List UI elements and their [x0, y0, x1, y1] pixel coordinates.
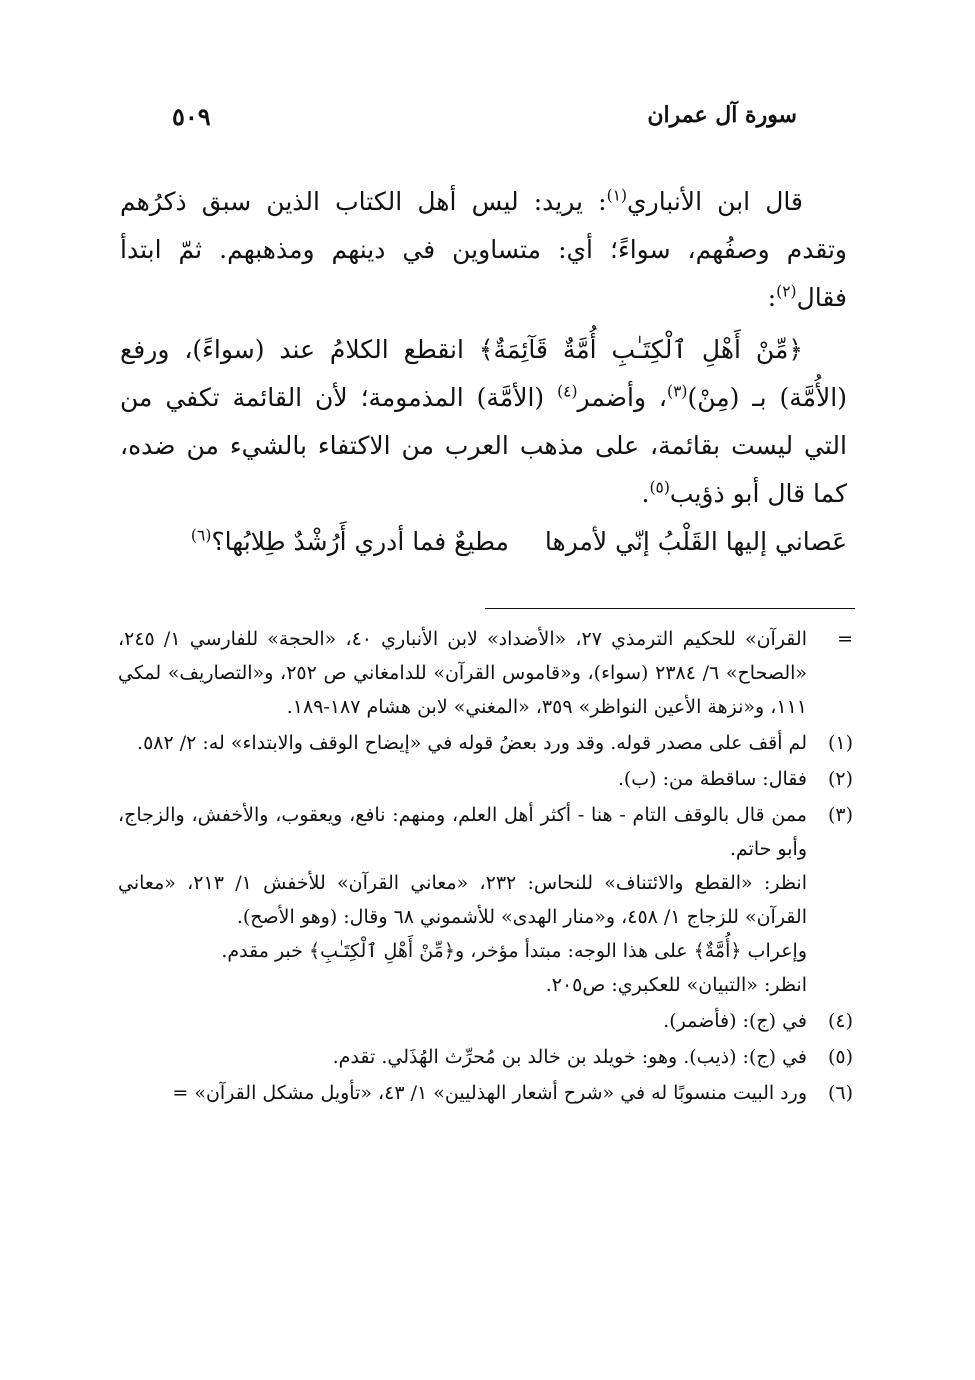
footnote-text: لم أقف على مصدر قوله. وقد ورد بعضُ قوله في «إيضاح الوقف والابتداء» له: ٢/ ٥٨٢.: [137, 732, 807, 754]
verse-hemistich-2: مطيعٌ فما أدري أَرُشْدٌ طِلابُها؟: [211, 527, 509, 556]
footnote-text: في (ج): (فأضمر).: [663, 1010, 807, 1032]
text-run: .: [641, 479, 650, 508]
text-run: : يريد: ليس أهل الكتاب الذين سبق ذكرُهم وتقدم وصفُهم، سواءً؛ أي: متساوين في دينهم ومذهبهم. ثمّ ابتدأ فقال: [120, 187, 847, 312]
footnote-text: في (ج): (ذيب). وهو: خويلد بن خالد بن مُحرِّث الهُذَلي. تقدم.: [332, 1046, 807, 1068]
footnote-ref-5: (٥): [649, 478, 670, 497]
page-header: [160, 102, 797, 142]
footnote-number: (١): [827, 732, 853, 754]
footnote-ref-1: (١): [606, 186, 628, 205]
footnote-text: ممن قال بالوقف التام - هنا - أكثر أهل العلم، ومنهم: نافع، ويعقوب، والأخفش، والزجاج، وأبو حاتم.: [118, 804, 807, 860]
footnote-5: [118, 1040, 853, 1074]
footnote-2: [118, 762, 853, 796]
footnote-text: وإعراب ﴿أُمَّةٌ﴾ على هذا الوجه: مبتدأ مؤخر، و﴿مِّنْ أَهْلِ ٱلْكِتَـٰبِ﴾ خبر مقدم.: [221, 940, 807, 962]
footnote-number: (٢): [827, 768, 853, 790]
poetry-verse: [120, 518, 847, 566]
footnote-number: (٣): [827, 804, 853, 826]
surah-title: سورة آل عمران: [647, 102, 797, 128]
footnote-3: [118, 798, 853, 1002]
text-run: ، وأضمر: [577, 383, 668, 412]
footnote-text: انظر: «التبيان» للعكبري: ص٢٠٥.: [545, 974, 807, 996]
footnote-text: القرآن» للحكيم الترمذي ٢٧، «الأضداد» لابن الأنباري ٤٠، «الحجة» للفارسي ١/ ٢٤٥، «الصحاح» ٦/ ٢٣٨٤ (سواء)، و«قاموس القرآن» للدامغاني ص ٢٥٢، و«التصاريف» لمكي ١١١، و«نزهة الأعين النواظر» ٣٥٩، «المغني» لابن هشام ١٨٧-١٨٩.: [118, 628, 808, 718]
paragraph-1: [120, 178, 847, 322]
page-number: ٥٠٩: [172, 102, 211, 131]
footnote-number: (٦): [827, 1082, 853, 1104]
footnotes: [118, 622, 853, 1112]
text-run: :: [767, 283, 777, 312]
footnote-text: ورد البيت منسوبًا له في «شرح أشعار الهذليين» ١/ ٤٣، «تأويل مشكل القرآن» =: [172, 1082, 807, 1104]
footnote-ref-3: (٣): [667, 382, 688, 401]
quran-quote-run: ﴿مِّنْ أَهْلِ ٱلْكِتَـٰبِ أُمَّةٌ قَآئِمَةٌ﴾ انقطع الكلامُ عند (سواءً)، ورفع (الأُمَّة) بـ (مِنْ): [120, 335, 848, 412]
footnote-number: (٥): [827, 1046, 853, 1068]
footnote-text: فقال: ساقطة من: (ب).: [617, 768, 807, 790]
footnote-ref-6: (٦): [190, 526, 212, 545]
text-run: (الأمَّة) المذمومة؛ لأن القائمة تكفي من التي ليست بقائمة، على مذهب العرب من الاكتفاء بالشيء من ضده، كما قال أبو ذؤيب: [120, 383, 848, 508]
footnote-ref-4: (٤): [557, 382, 578, 401]
footnote-1: [118, 726, 853, 760]
footnote-separator: [485, 608, 855, 609]
text-run: قال ابن الأنباري: [627, 187, 803, 216]
verse-hemistich-1: عَصاني إليها القَلْبُ إنّي لأمرها: [544, 527, 847, 556]
footnote-6: [118, 1076, 853, 1110]
footnote-4: [118, 1004, 853, 1038]
main-text: [120, 178, 847, 566]
footnote-number: (٤): [827, 1010, 853, 1032]
paragraph-2: [120, 326, 847, 518]
continuation-marker: =: [837, 628, 853, 650]
footnote-continuation: [118, 622, 853, 724]
footnote-text: انظر: «القطع والائتناف» للنحاس: ٢٣٢، «معاني القرآن» للأخفش ١/ ٢١٣، «معاني القرآن» للزجاج ١/ ٤٥٨، و«منار الهدى» للأشموني ٦٨ وقال: (وهو الأصح).: [118, 872, 807, 928]
footnote-ref-2: (٢): [776, 282, 797, 301]
